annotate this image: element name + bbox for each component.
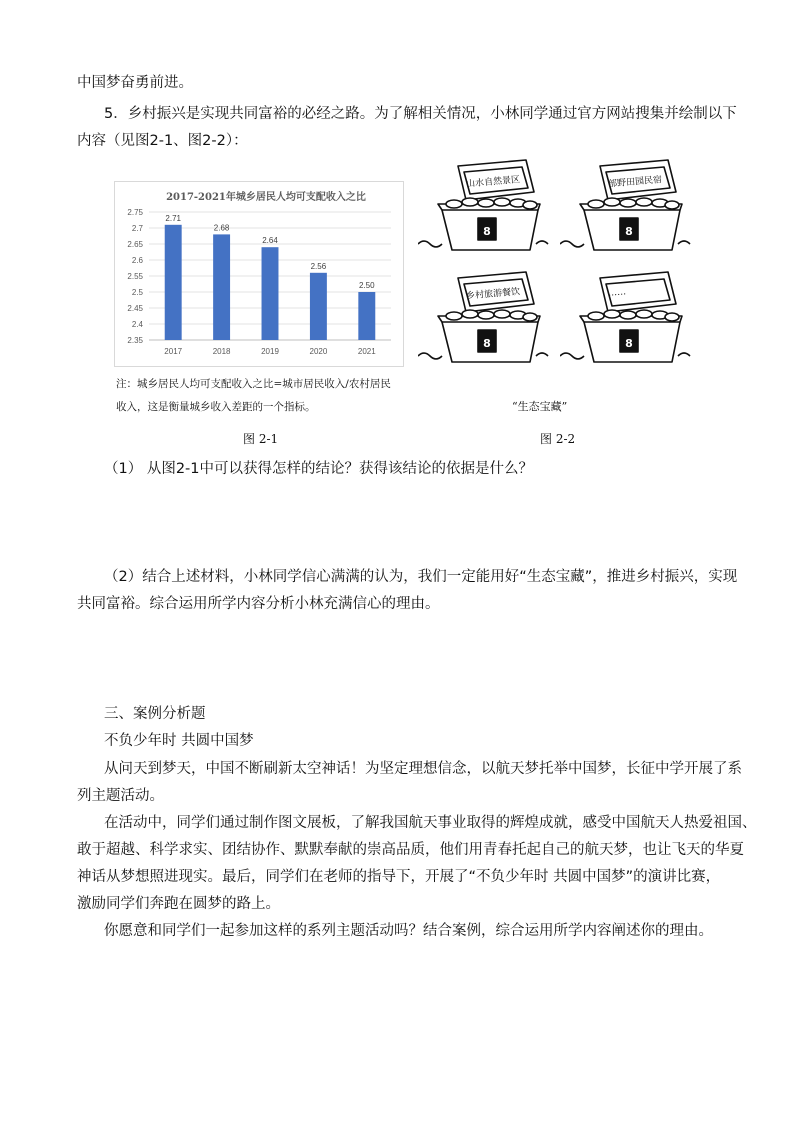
case-question: 你愿意和同学们一起参加这样的系列主题活动吗？结合案例，综合运用所学内容阐述你的理由。 <box>104 923 713 939</box>
data-label: 2.71 <box>165 213 181 223</box>
bar-2017 <box>165 225 182 340</box>
y-tick-label: 2.75 <box>127 208 143 217</box>
figure-2-2-caption: 图 2-2 <box>540 432 576 446</box>
treasure-chest <box>418 270 558 370</box>
y-tick-label: 2.55 <box>127 272 143 281</box>
sub-question-1: （1） 从图2-1中可以获得怎样的结论？获得该结论的依据是什么？ <box>104 461 534 477</box>
bar-2018 <box>213 234 230 340</box>
case-paragraph-2-line4: 激励同学们奔跑在圆梦的路上。 <box>77 896 280 912</box>
x-tick-label: 2018 <box>212 347 231 356</box>
continued-text: 中国梦奋勇前进。 <box>77 75 193 91</box>
chart-note-line1: 注：城乡居民人均可支配收入之比=城市居民收入/农村居民 <box>116 378 391 390</box>
y-tick-label: 2.35 <box>127 336 143 345</box>
lock-number: 8 <box>625 337 633 350</box>
eco-treasure-caption: “生态宝藏” <box>512 400 568 413</box>
x-tick-label: 2020 <box>309 347 328 356</box>
data-label: 2.68 <box>213 223 230 233</box>
sub-question-2-line2: 共同富裕。综合运用所学内容分析小林充满信心的理由。 <box>77 596 440 612</box>
sub-question-2-line1: （2）结合上述材料，小林同学信心满满的认为，我们一定能用好“生态宝藏”，推进乡村振兴，实现 <box>104 569 738 585</box>
data-label: 2.56 <box>310 261 327 271</box>
data-label: 2.64 <box>262 236 278 246</box>
treasure-label: 乡村旅游餐饮 <box>465 287 521 302</box>
chart-title: 2017-2021年城乡居民人均可支配收入之比 <box>166 192 366 203</box>
lock-number: 8 <box>483 337 491 350</box>
case-paragraph-1-line1: 从问天到梦天，中国不断刷新太空神话！为坚定理想信念，以航天梦托举中国梦，长征中学开展了系 <box>104 761 742 777</box>
y-tick-label: 2.6 <box>131 256 143 265</box>
chart-svg <box>115 182 403 366</box>
section-3-heading: 三、案例分析题 <box>104 706 206 722</box>
question-5-line2: 内容（见图2-1、图2-2）： <box>77 133 248 149</box>
lock-number: 8 <box>625 225 633 238</box>
treasure-chest-drawing <box>560 158 700 258</box>
case-paragraph-2-line1: 在活动中，同学们通过制作图文展板，了解我国航天事业取得的辉煌成就，感受中国航天人热爱祖国、 <box>104 815 757 831</box>
chart-note-line2: 收入，这是衡量城乡收入差距的一个指标。 <box>116 401 316 413</box>
treasure-label: 山水自然景区 <box>465 175 521 190</box>
question-5-line1: 5．乡村振兴是实现共同富裕的必经之路。为了解相关情况，小林同学通过官方网站搜集并绘制以下 <box>104 106 737 122</box>
treasure-chest-drawing <box>560 270 700 370</box>
case-subtitle: 不负少年时 共圆中国梦 <box>104 733 254 749</box>
case-paragraph-1-line2: 列主题活动。 <box>77 788 164 804</box>
y-tick-label: 2.45 <box>127 304 143 313</box>
treasure-chest <box>560 158 700 258</box>
income-ratio-chart <box>114 181 404 367</box>
y-tick-label: 2.7 <box>131 224 143 233</box>
data-label: 2.50 <box>359 281 375 290</box>
treasure-chest <box>560 270 700 370</box>
treasure-chest-drawing <box>418 158 558 258</box>
figure-2-1-caption: 图 2-1 <box>243 432 279 446</box>
bar-2021 <box>358 292 375 340</box>
case-paragraph-2-line3: 神话从梦想照进现实。最后，同学们在老师的指导下，开展了“不负少年时 共圆中国梦”的演讲比赛， <box>77 869 721 885</box>
bar-2019 <box>262 247 279 340</box>
x-tick-label: 2021 <box>357 347 376 356</box>
case-paragraph-2-line2: 敢于超越、科学求实、团结协作、默默奉献的崇高品质，他们用青春托起自己的航天梦，也让飞天的华夏 <box>77 842 744 858</box>
lock-number: 8 <box>483 225 491 238</box>
x-tick-label: 2019 <box>261 347 279 356</box>
y-tick-label: 2.65 <box>127 240 143 249</box>
treasure-chest-drawing <box>418 270 558 370</box>
x-tick-label: 2017 <box>164 347 183 356</box>
treasure-chest <box>418 158 558 258</box>
treasure-label: …… <box>607 287 627 299</box>
treasure-label: 部野田园民宿 <box>607 175 663 190</box>
y-tick-label: 2.4 <box>131 320 143 329</box>
bar-2020 <box>310 273 327 340</box>
y-tick-label: 2.5 <box>131 288 143 297</box>
